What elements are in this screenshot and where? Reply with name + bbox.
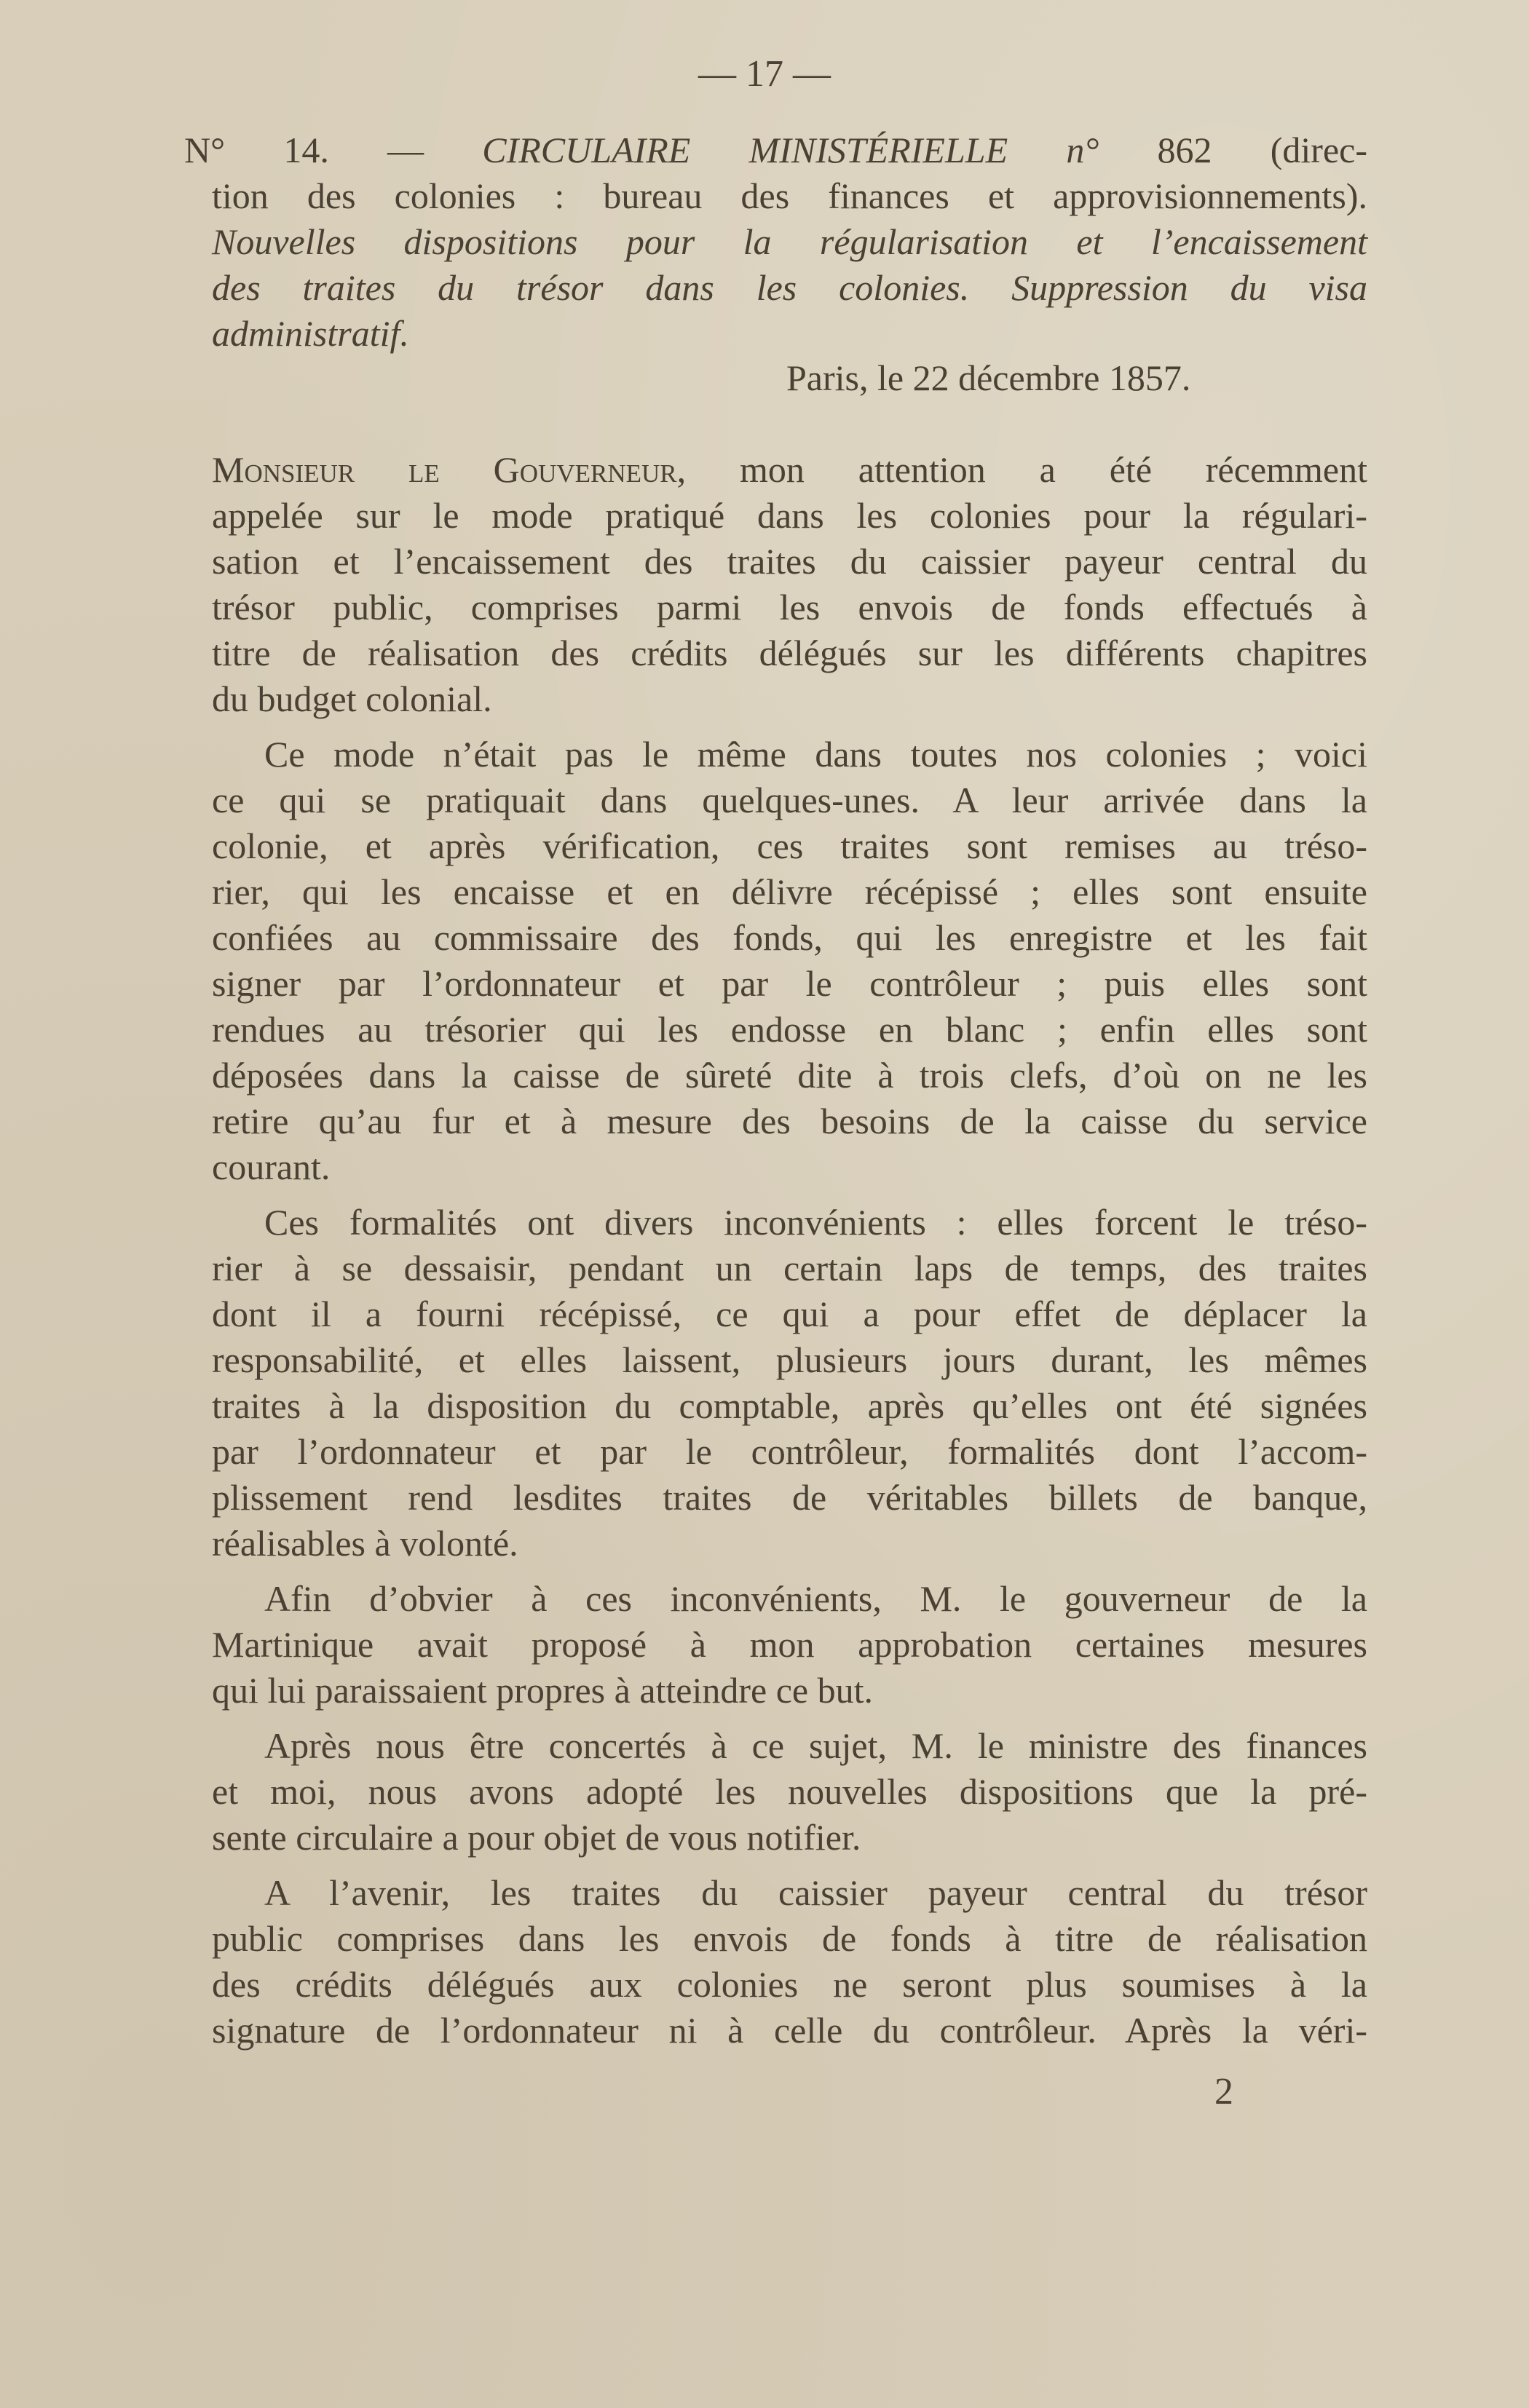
heading-line: tion des colonies : bureau des finances et approvisionnements).: [212, 175, 1367, 216]
text-line: plissement rend lesdites traites de véritables billets de banque,: [212, 1477, 1367, 1518]
text-line: ce qui se pratiquait dans quelques-unes. A leur arrivée dans la: [212, 780, 1367, 820]
letter-body: [212, 447, 1367, 2053]
subject-line: Nouvelles dispositions pour la régularisation et l’encaissement: [212, 221, 1367, 262]
text-line: par l’ordonnateur et par le contrôleur, formalités dont l’accom-: [212, 1431, 1367, 1472]
text-line: signer par l’ordonnateur et par le contrôleur ; puis elles sont: [212, 963, 1367, 1004]
text-line: Martinique avait proposé à mon approbation certaines mesures: [212, 1624, 1367, 1665]
paragraph: [212, 1723, 1367, 1861]
text-line: rier à se dessaisir, pendant un certain laps de temps, des traites: [212, 1248, 1367, 1288]
heading-line: [184, 127, 1367, 173]
signature-mark: 2: [1214, 2071, 1233, 2112]
paragraph: [212, 1200, 1367, 1567]
circular-title: CIRCULAIRE MINISTÉRIELLE n°: [482, 130, 1099, 170]
subject-line: administratif.: [212, 313, 409, 354]
text-line: A l’avenir, les traites du caissier payeur central du trésor: [264, 1872, 1367, 1913]
text-line: dont il a fourni récépissé, ce qui a pour effet de déplacer la: [212, 1294, 1367, 1334]
text-line: Afin d’obvier à ces inconvénients, M. le gouverneur de la: [264, 1578, 1367, 1619]
paragraph: [212, 1870, 1367, 2053]
text-line: responsabilité, et elles laissent, plusieurs jours durant, les mêmes: [212, 1339, 1367, 1380]
text-line: rendues au trésorier qui les endosse en blanc ; enfin elles sont: [212, 1009, 1367, 1050]
circular-heading: [184, 127, 1367, 357]
text-segment: , mon attention a été récemment: [676, 449, 1368, 490]
paragraph: [212, 732, 1367, 1190]
text-line: confiées au commissaire des fonds, qui les enregistre et les fait: [212, 917, 1367, 958]
text-line: réalisables à volonté.: [212, 1523, 518, 1564]
text-line: sente circulaire a pour objet de vous notifier.: [212, 1817, 861, 1858]
text-line: qui lui paraissaient propres à atteindre ce but.: [212, 1670, 874, 1711]
text-line: colonie, et après vérification, ces traites sont remises au tréso-: [212, 825, 1367, 866]
page-number: — 17 —: [698, 53, 831, 95]
text-line: public comprises dans les envois de fonds à titre de réalisation: [212, 1918, 1367, 1959]
text-line: trésor public, comprises parmi les envois de fonds effectués à: [212, 587, 1367, 627]
text-line: du budget colonial.: [212, 678, 492, 719]
salutation: Monsieur le Gouverneur: [212, 449, 677, 490]
text-line: retire qu’au fur et à mesure des besoins de la caisse du service: [212, 1101, 1367, 1141]
text-line: [212, 447, 1367, 493]
paragraph: [212, 447, 1367, 722]
text-line: Après nous être concertés à ce sujet, M. le ministre des finances: [264, 1725, 1367, 1766]
circular-title-rest: 862 (direc-: [1099, 130, 1367, 170]
text-line: Ces formalités ont divers inconvénients : elles forcent le tréso-: [264, 1202, 1367, 1243]
text-line: signature de l’ordonnateur ni à celle du contrôleur. Après la véri-: [212, 2010, 1367, 2051]
subject-line: des traites du trésor dans les colonies. Suppression du visa: [212, 267, 1367, 308]
text-line: Ce mode n’était pas le même dans toutes nos colonies ; voici: [264, 734, 1367, 775]
text-line: déposées dans la caisse de sûreté dite à trois clefs, d’où on ne les: [212, 1055, 1367, 1096]
paragraph: [212, 1576, 1367, 1714]
circular-number: N° 14. —: [184, 130, 483, 170]
date-line: Paris, le 22 décembre 1857.: [786, 357, 1191, 398]
text-line: traites à la disposition du comptable, après qu’elles ont été signées: [212, 1385, 1367, 1426]
text-line: appelée sur le mode pratiqué dans les colonies pour la régulari-: [212, 495, 1367, 536]
text-line: titre de réalisation des crédits délégués sur les différents chapitres: [212, 633, 1367, 673]
text-line: courant.: [212, 1146, 331, 1187]
text-line: des crédits délégués aux colonies ne seront plus soumises à la: [212, 1964, 1367, 2005]
text-line: et moi, nous avons adopté les nouvelles dispositions que la pré-: [212, 1771, 1367, 1812]
text-line: rier, qui les encaisse et en délivre récépissé ; elles sont ensuite: [212, 871, 1367, 912]
text-line: sation et l’encaissement des traites du caissier payeur central du: [212, 541, 1367, 582]
